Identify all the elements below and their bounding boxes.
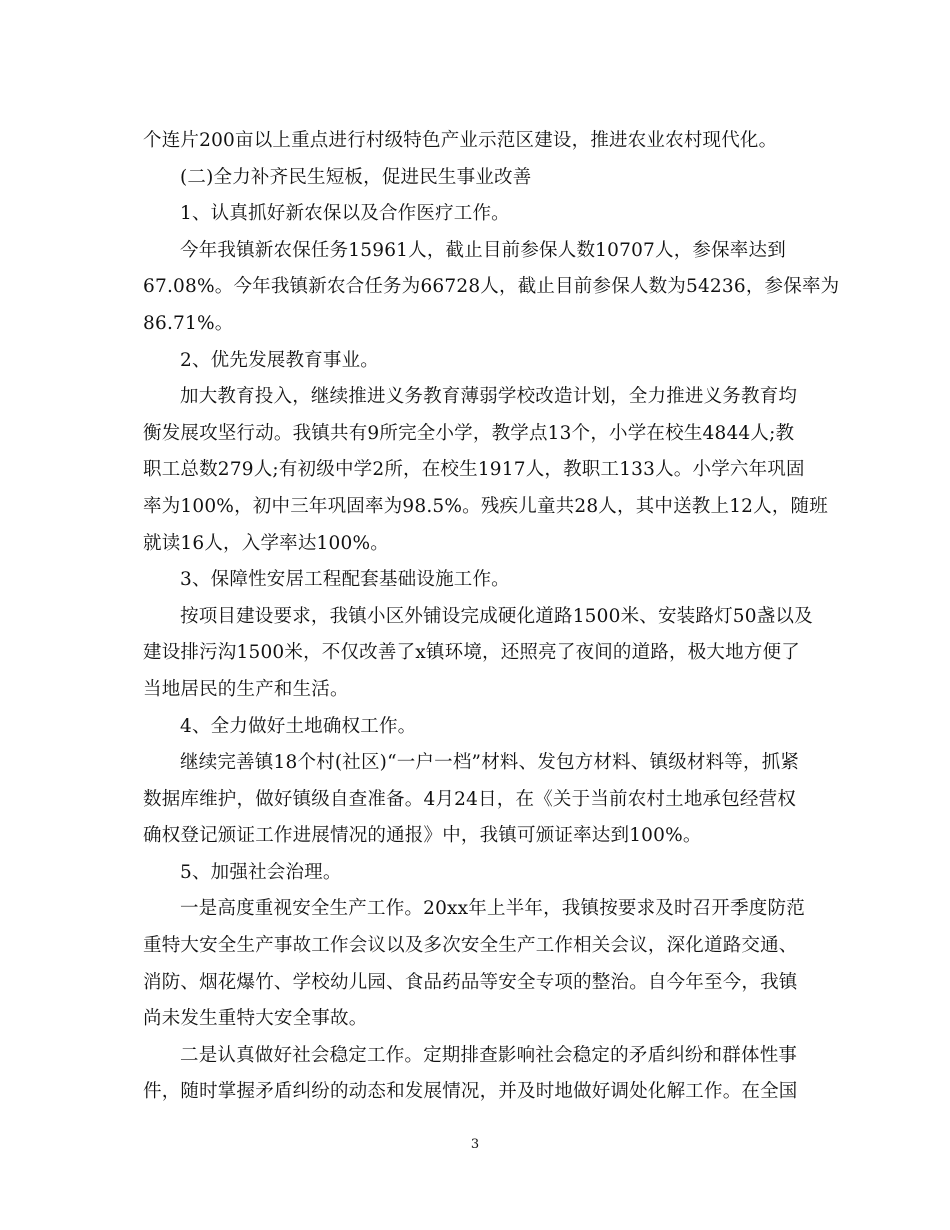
section-heading: (二)全力补齐民生短板，促进民生事业改善: [180, 166, 532, 188]
paragraph-line: 件，随时掌握矛盾纠纷的动态和发展情况，并及时地做好调处化解工作。在全国: [143, 1081, 798, 1103]
paragraph-line: 一是高度重视安全生产工作。20xx年上半年，我镇按要求及时召开季度防范: [180, 898, 805, 920]
subsection-heading: 5、加强社会治理。: [180, 861, 342, 883]
paragraph-line: 二是认真做好社会稳定工作。定期排查影响社会稳定的矛盾纠纷和群体性事: [180, 1044, 798, 1066]
paragraph-line: 继续完善镇18个村(社区)“一户一档”材料、发包方材料、镇级材料等，抓紧: [180, 752, 800, 774]
subsection-heading: 4、全力做好土地确权工作。: [180, 715, 417, 737]
paragraph-line: 个连片200亩以上重点进行村级特色产业示范区建设，推进农业农村现代化。: [143, 130, 778, 151]
paragraph-line: 按项目建设要求，我镇小区外铺设完成硬化道路1500米、安装路灯50盏以及: [180, 605, 813, 627]
paragraph-line: 衡发展攻坚行动。我镇共有9所完全小学，教学点13个，小学在校生4844人;教: [143, 422, 795, 444]
paragraph-line: 当地居民的生产和生活。: [143, 678, 349, 700]
paragraph-line: 职工总数279人;有初级中学2所，在校生1917人，教职工133人。小学六年巩固: [143, 459, 805, 481]
paragraph-line: 数据库维护，做好镇级自查准备。4月24日，在《关于当前农村土地承包经营权: [143, 788, 797, 810]
document-body: [143, 123, 840, 1111]
paragraph-line: 率为100%，初中三年巩固率为98.5%。残疾儿童共28人，其中送教上12人，随班: [143, 495, 828, 517]
subsection-heading: 3、保障性安居工程配套基础设施工作。: [180, 569, 510, 591]
paragraph-line: 建设排污沟1500米，不仅改善了x镇环境，还照亮了夜间的道路，极大地方便了: [143, 642, 800, 664]
subsection-heading: 2、优先发展教育事业。: [180, 349, 379, 371]
paragraph-line: 67.08%。今年我镇新农合任务为66728人，截止目前参保人数为54236，参保率为: [143, 276, 840, 298]
subsection-heading: 1、认真抓好新农保以及合作医疗工作。: [180, 203, 510, 225]
paragraph-line: 今年我镇新农保任务15961人，截止目前参保人数10707人，参保率达到: [180, 239, 786, 261]
paragraph-line: 确权登记颁证工作进展情况的通报》中，我镇可颁证率达到100%。: [143, 825, 702, 847]
paragraph-line: 就读16人，入学率达100%。: [143, 532, 389, 554]
page-number: 3: [470, 1137, 480, 1152]
paragraph-line: 86.71%。: [143, 312, 234, 334]
paragraph-line: 尚未发生重特大安全事故。: [143, 1008, 368, 1030]
paragraph-line: 重特大安全生产事故工作会议以及多次安全生产工作相关会议，深化道路交通、: [143, 935, 798, 957]
paragraph-line: 加大教育投入，继续推进义务教育薄弱学校改造计划，全力推进义务教育均: [180, 386, 798, 408]
paragraph-line: 消防、烟花爆竹、学校幼儿园、食品药品等安全专项的整治。自今年至今，我镇: [143, 971, 798, 993]
